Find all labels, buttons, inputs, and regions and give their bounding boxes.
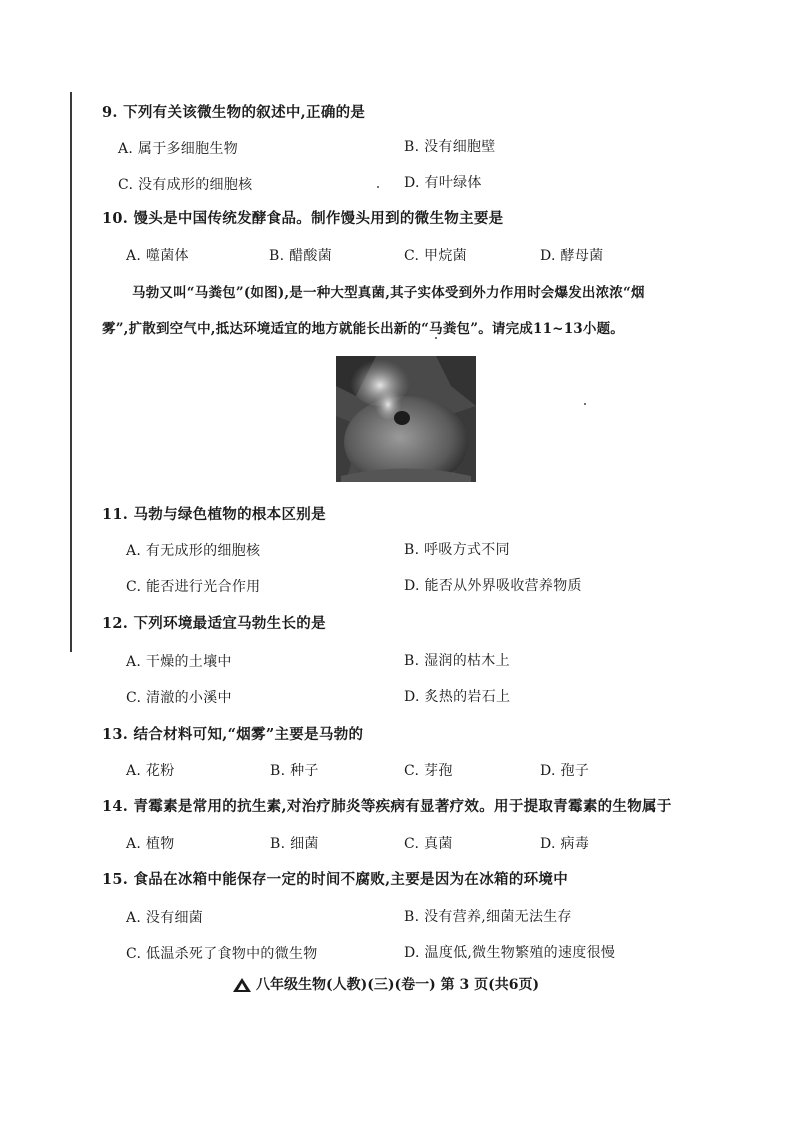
question-9-stem: 9. 下列有关该微生物的叙述中,正确的是 <box>102 104 366 121</box>
question-15-option-b[interactable]: B. 没有营养,细菌无法生存 <box>404 909 572 925</box>
question-9-option-a[interactable]: A. 属于多细胞生物 <box>118 141 239 157</box>
question-9-option-b[interactable]: B. 没有细胞壁 <box>404 139 496 155</box>
question-14-stem: 14. 青霉素是常用的抗生素,对治疗肺炎等疾病有显著疗效。用于提取青霉素的生物属于 <box>102 798 672 815</box>
scan-margin-line <box>70 92 72 652</box>
puffball-photo <box>336 356 476 482</box>
question-12-option-c[interactable]: C. 清澈的小溪中 <box>126 690 232 706</box>
question-9-option-c[interactable]: C. 没有成形的细胞核 <box>118 177 253 193</box>
question-13-option-c[interactable]: C. 芽孢 <box>404 763 453 779</box>
question-10-stem: 10. 馒头是中国传统发酵食品。制作馒头用到的微生物主要是 <box>102 210 504 227</box>
question-14-option-b[interactable]: B. 细菌 <box>270 836 319 852</box>
question-9-option-d[interactable]: D. 有叶绿体 <box>404 175 482 191</box>
footer-text: 八年级生物(人教)(三)(卷一) 第 3 页(共6页) <box>256 977 540 993</box>
question-15-option-a[interactable]: A. 没有细菌 <box>126 910 204 926</box>
question-13-option-b[interactable]: B. 种子 <box>270 763 319 779</box>
question-14-option-a[interactable]: A. 植物 <box>126 836 175 852</box>
question-10-option-c[interactable]: C. 甲烷菌 <box>404 248 467 264</box>
question-15-option-c[interactable]: C. 低温杀死了食物中的微生物 <box>126 946 318 962</box>
puffball-illustration <box>336 356 476 482</box>
question-11-option-b[interactable]: B. 呼吸方式不同 <box>404 542 510 558</box>
question-15-option-d[interactable]: D. 温度低,微生物繁殖的速度很慢 <box>404 945 616 961</box>
scan-speck <box>584 403 586 405</box>
page-footer <box>232 976 539 994</box>
question-13-stem: 13. 结合材料可知,“烟雾”主要是马勃的 <box>102 726 364 743</box>
question-10-option-d[interactable]: D. 酵母菌 <box>540 248 604 264</box>
question-13-option-a[interactable]: A. 花粉 <box>126 763 175 779</box>
question-12-option-b[interactable]: B. 湿润的枯木上 <box>404 653 510 669</box>
question-11-option-a[interactable]: A. 有无成形的细胞核 <box>126 543 261 559</box>
question-10-option-b[interactable]: B. 醋酸菌 <box>269 248 332 264</box>
passage-line-2: 雾”,扩散到空气中,抵达环境适宜的地方就能长出新的“马粪包”。请完成11~13小题。 <box>102 321 624 337</box>
question-14-option-d[interactable]: D. 病毒 <box>540 836 590 852</box>
publisher-logo-icon <box>232 977 252 993</box>
question-11-option-c[interactable]: C. 能否进行光合作用 <box>126 579 261 595</box>
question-10-option-a[interactable]: A. 噬菌体 <box>126 248 189 264</box>
question-13-option-d[interactable]: D. 孢子 <box>540 763 590 779</box>
question-14-option-c[interactable]: C. 真菌 <box>404 836 453 852</box>
question-12-option-a[interactable]: A. 干燥的土壤中 <box>126 654 232 670</box>
question-12-option-d[interactable]: D. 炙热的岩石上 <box>404 689 511 705</box>
scan-speck <box>377 186 379 188</box>
passage-line-1: 马勃又叫“马粪包”(如图),是一种大型真菌,其子实体受到外力作用时会爆发出浓浓“烟 <box>132 285 645 301</box>
question-11-stem: 11. 马勃与绿色植物的根本区别是 <box>102 506 326 523</box>
question-11-option-d[interactable]: D. 能否从外界吸收营养物质 <box>404 578 582 594</box>
scan-speck <box>435 337 437 339</box>
question-12-stem: 12. 下列环境最适宜马勃生长的是 <box>102 615 326 632</box>
question-15-stem: 15. 食品在冰箱中能保存一定的时间不腐败,主要是因为在冰箱的环境中 <box>102 871 569 888</box>
